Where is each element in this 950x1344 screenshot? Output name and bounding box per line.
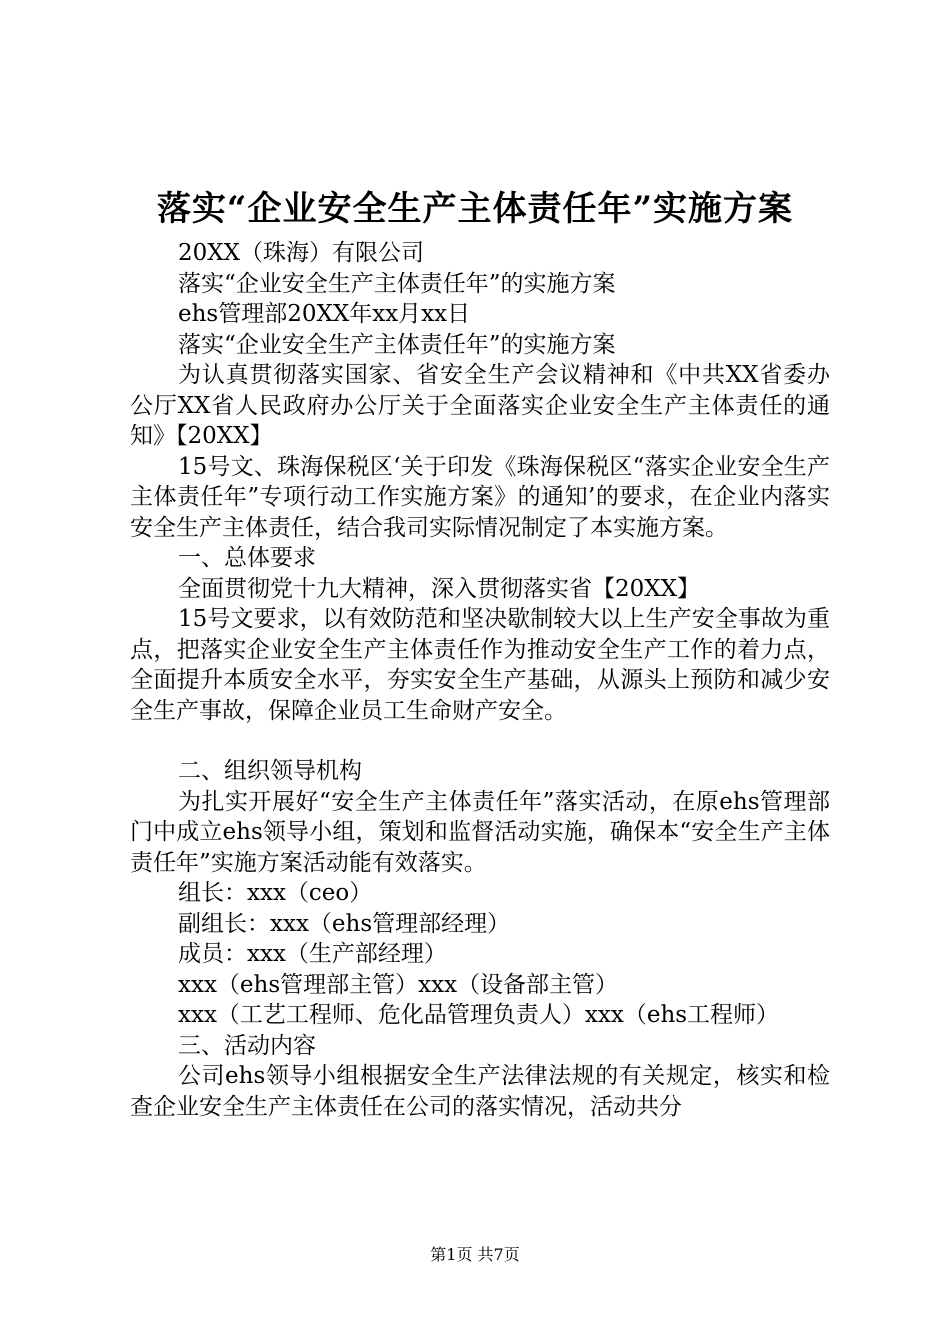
general-requirements: 全面贯彻党十九大精神，深入贯彻落实省【20XX】 bbox=[178, 575, 701, 602]
section-heading-3: 三、活动内容 bbox=[178, 1032, 316, 1059]
section-heading-1: 一、总体要求 bbox=[178, 545, 316, 571]
plan-heading: 落实“企业安全生产主体责任年”的实施方案 bbox=[178, 331, 616, 358]
members-line-2: xxx（ehs管理部主管）xxx（设备部主管） bbox=[178, 971, 619, 998]
document-title: 落实“企业安全生产主体责任年”实施方案 bbox=[156, 189, 794, 229]
company-name: 20XX（珠海）有限公司 bbox=[178, 240, 425, 266]
activity-content: 公司ehs领导小组根据安全生产法律法规的有关规定，核实和检查企业安全生产主体责任在公司的落实情况，活动共分 bbox=[130, 1063, 830, 1120]
paragraph-gap bbox=[130, 726, 830, 756]
intro-paragraph-continued: 15号文、珠海保税区‘关于印发《珠海保税区“落实企业安全生产主体责任年”专项行动工作实施方案》的通知’的要求，在企业内落实安全生产主体责任，结合我司实际情况制定了本实施方案。 bbox=[130, 453, 830, 541]
deputy-leader: 副组长：xxx（ehs管理部经理） bbox=[178, 910, 511, 937]
intro-paragraph: 为认真贯彻落实国家、省安全生产会议精神和《中共XX省委办公厅XX省人民政府办公厅关于全面落实企业安全生产主体责任的通知》【20XX】 bbox=[130, 362, 830, 449]
page-indicator: 第1页 共7页 bbox=[430, 1245, 520, 1264]
members-line-3: xxx（工艺工程师、危化品管理负责人）xxx（ehs工程师） bbox=[178, 1002, 780, 1028]
team-leader: 组长：xxx（ceo） bbox=[178, 880, 373, 906]
subtitle: 落实“企业安全生产主体责任年”的实施方案 bbox=[178, 270, 616, 297]
section-heading-2: 二、组织领导机构 bbox=[178, 758, 362, 784]
document-body bbox=[130, 238, 830, 1122]
issuer-date: ehs管理部20XX年xx月xx日 bbox=[178, 301, 471, 327]
organization-paragraph: 为扎实开展好“安全生产主体责任年”落实活动，在原ehs管理部门中成立ehs领导小组，策划和监督活动实施，确保本“安全生产主体责任年”实施方案活动能有效落实。 bbox=[130, 788, 830, 876]
general-requirements-continued: 15号文要求，以有效防范和坚决歇制较大以上生产安全事故为重点，把落实企业安全生产主体责任作为推动安全生产工作的着力点，全面提升本质安全水平，夯实安全生产基础，从源头上预防和减少安全生产事故，保障企业员工生命财产安全。 bbox=[130, 606, 830, 724]
members: 成员：xxx（生产部经理） bbox=[178, 941, 447, 967]
